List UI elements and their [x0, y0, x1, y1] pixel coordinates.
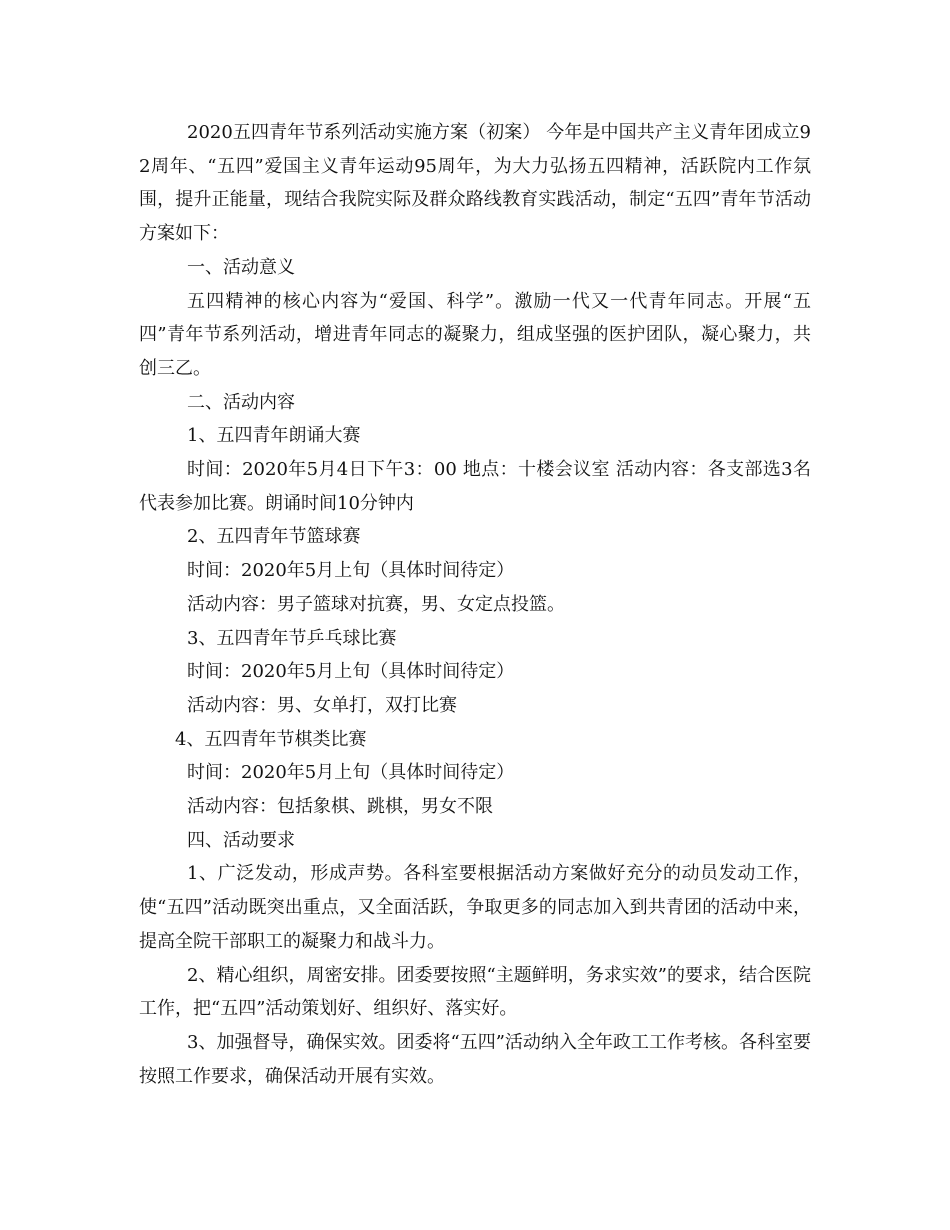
section-heading-significance: 一、活动意义 [187, 256, 295, 278]
document-body [139, 116, 811, 1093]
section-heading-content: 二、活动内容 [187, 391, 295, 413]
chess-content: 活动内容：包括象棋、跳棋，男女不限 [187, 796, 493, 818]
intro-paragraph: 2020五四青年节系列活动实施方案（初案） 今年是中国共产主义青年团成立92周年、“五四”爱国主义青年运动95周年，为大力弘扬五四精神，活跃院内工作氛围，提升正能量，现结合我院实际及群众路线教育实践活动，制定“五四”青年节活动方案如下： [139, 122, 811, 245]
section-heading-requirements: 四、活动要求 [187, 829, 295, 851]
requirement-1: 1、广泛发动，形成声势。各科室要根据活动方案做好充分的动员发动工作，使“五四”活动既突出重点，又全面活跃，争取更多的同志加入到共青团的活动中来，提高全院干部职工的凝聚力和战斗力。 [139, 863, 811, 952]
requirement-2: 2、精心组织，周密安排。团委要按照“主题鲜明，务求实效”的要求，结合医院工作，把“五四”活动策划好、组织好、落实好。 [139, 964, 811, 1020]
basketball-content: 活动内容：男子篮球对抗赛，男、女定点投篮。 [187, 593, 565, 615]
chess-time: 时间：2020年5月上旬（具体时间待定） [187, 762, 515, 784]
pingpong-time: 时间：2020年5月上旬（具体时间待定） [187, 661, 515, 683]
significance-paragraph: 五四精神的核心内容为“爱国、科学”。激励一代又一代青年同志。开展“五四”青年节系列活动，增进青年同志的凝聚力，组成坚强的医护团队，凝心聚力，共创三乙。 [139, 290, 811, 379]
requirement-3: 3、加强督导，确保实效。团委将“五四”活动纳入全年政工工作考核。各科室要按照工作要求，确保活动开展有实效。 [139, 1031, 811, 1087]
recitation-details: 时间：2020年5月4日下午3：00 地点：十楼会议室 活动内容：各支部选3名代表参加比赛。朗诵时间10分钟内 [139, 459, 811, 514]
item-heading-recitation: 1、五四青年朗诵大赛 [187, 425, 361, 447]
basketball-time: 时间：2020年5月上旬（具体时间待定） [187, 560, 515, 582]
item-heading-basketball: 2、五四青年节篮球赛 [187, 526, 361, 548]
item-heading-chess: 4、五四青年节棋类比赛 [175, 728, 367, 750]
pingpong-content: 活动内容：男、女单打，双打比赛 [187, 694, 457, 716]
item-heading-pingpong: 3、五四青年节乒乓球比赛 [187, 627, 397, 649]
